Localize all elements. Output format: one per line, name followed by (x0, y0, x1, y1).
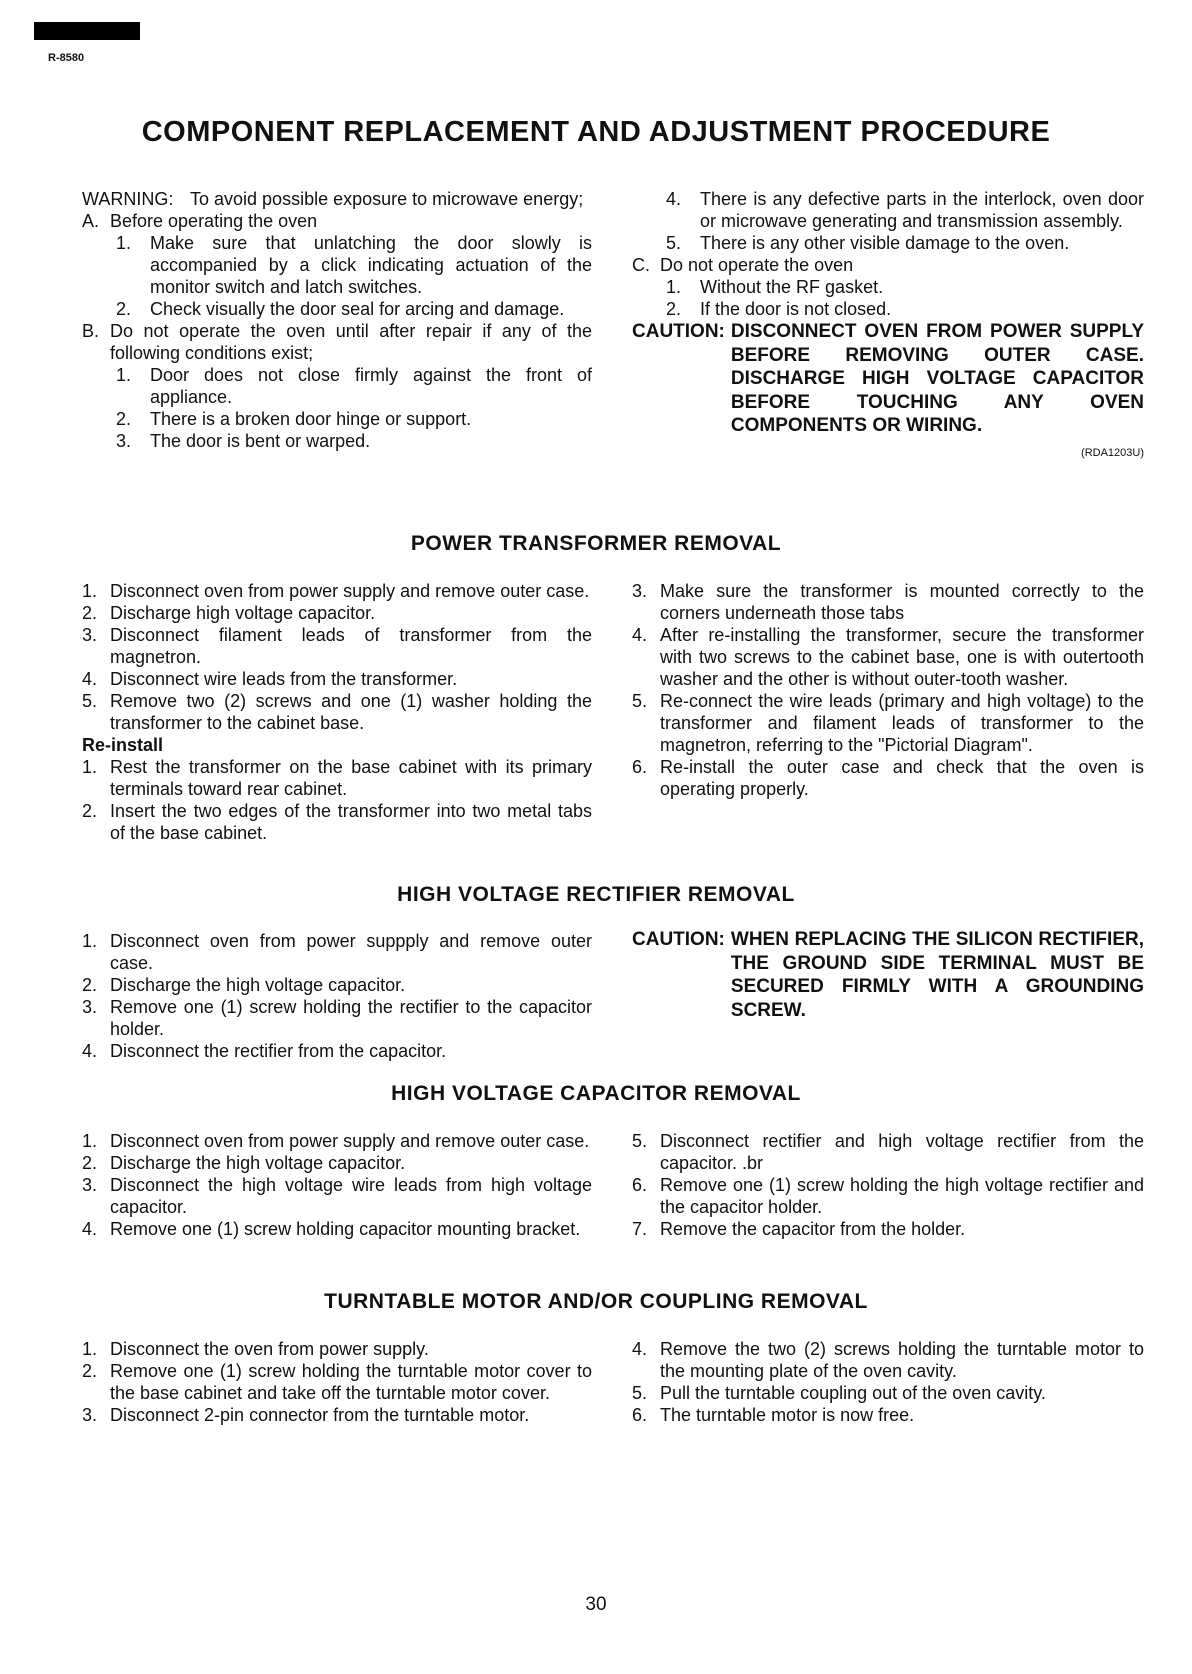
item-number: 4. (632, 1339, 648, 1359)
item-text: Make sure that unlatching the door slowly is accompanied by a click indicating actuation of the monitor switch and latch switches. (150, 233, 592, 297)
list-item (82, 364, 592, 408)
item-number: 2. (82, 801, 98, 821)
item-number: 4. (82, 1219, 98, 1239)
item-text: Re-install the outer case and check that the oven is operating properly. (660, 757, 1144, 799)
list-item (632, 232, 1144, 254)
item-text: Remove one (1) screw holding capacitor mounting bracket. (110, 1219, 581, 1239)
item-text: The turntable motor is now free. (660, 1405, 915, 1425)
item-text: Before operating the oven (110, 211, 318, 231)
list-item (82, 974, 592, 996)
hv-capacitor-right (632, 1130, 1144, 1240)
list-item (632, 756, 1144, 800)
list-item (82, 1130, 592, 1152)
caution-block (632, 320, 1144, 438)
item-number: 3. (82, 625, 98, 645)
item-text: Disconnect the oven from power supply. (110, 1339, 429, 1359)
item-text: Disconnect oven from power suppply and remove outer case. (110, 931, 592, 973)
list-item (632, 580, 1144, 624)
item-number: B. (82, 321, 100, 341)
list-item (632, 254, 1144, 276)
warning-left (82, 188, 592, 452)
list-item (632, 188, 1144, 232)
list-item (82, 668, 592, 690)
header-black-bar (34, 22, 140, 40)
item-number: 3. (82, 997, 98, 1017)
item-text: Rest the transformer on the base cabinet with its primary terminals toward rear cabinet. (110, 757, 592, 799)
item-number: 1. (116, 233, 132, 253)
removal-steps (82, 580, 592, 734)
list-item (632, 1338, 1144, 1382)
reference-code: (RDA1203U) (1081, 446, 1144, 459)
list-item (82, 408, 592, 430)
item-text: Without the RF gasket. (700, 277, 884, 297)
list-item (82, 756, 592, 800)
item-text: Disconnect rectifier and high voltage rectifier from the capacitor. .br (660, 1131, 1144, 1173)
item-number: WARNING: (82, 189, 174, 209)
list-item (632, 1382, 1144, 1404)
item-text: Remove one (1) screw holding the turntable motor cover to the base cabinet and take off the turntable motor cover. (110, 1361, 592, 1403)
item-number: 2. (666, 299, 682, 319)
item-number: 1. (82, 931, 98, 951)
item-text: Disconnect oven from power supply and remove outer case. (110, 581, 590, 601)
list-item (82, 320, 592, 364)
item-text: Remove one (1) screw holding the rectifier to the capacitor holder. (110, 997, 592, 1039)
item-text: Disconnect 2-pin connector from the turntable motor. (110, 1405, 530, 1425)
caution-text: WHEN REPLACING THE SILICON RECTIFIER, THE GROUND SIDE TERMINAL MUST BE SECURED FIRMLY WITH A GROUNDING SCREW. (730, 929, 1144, 1021)
list-item (632, 690, 1144, 756)
list-item (632, 1130, 1144, 1174)
item-number: 2. (116, 299, 132, 319)
item-number: 3. (116, 431, 132, 451)
item-text: To avoid possible exposure to microwave energy; (190, 189, 584, 209)
list-item (632, 1404, 1144, 1426)
section-heading-turntable: TURNTABLE MOTOR AND/OR COUPLING REMOVAL (324, 1290, 868, 1313)
item-number: 2. (82, 1153, 98, 1173)
list-item (82, 430, 592, 452)
item-number: 4. (666, 189, 682, 209)
item-text: Make sure the transformer is mounted correctly to the corners underneath those tabs (660, 581, 1144, 623)
hv-rectifier-caution (632, 928, 1144, 1022)
item-number: 2. (82, 603, 98, 623)
list-item (82, 800, 592, 844)
power-transformer-right (632, 580, 1144, 800)
item-text: Remove two (2) screws and one (1) washer holding the transformer to the cabinet base. (110, 691, 592, 733)
item-number: 4. (632, 625, 648, 645)
list-item (632, 276, 1144, 298)
item-text: Do not operate the oven until after repair if any of the following conditions exist; (110, 321, 592, 363)
list-item (632, 1174, 1144, 1218)
item-text: Disconnect the rectifier from the capacitor. (110, 1041, 447, 1061)
item-text: Remove the two (2) screws holding the turntable motor to the mounting plate of the oven cavity. (660, 1339, 1144, 1381)
item-number: 4. (82, 1041, 98, 1061)
model-number: R-8580 (48, 52, 85, 64)
hv-capacitor-left (82, 1130, 592, 1240)
section-heading-power-transformer: POWER TRANSFORMER REMOVAL (410, 532, 782, 555)
list-item (82, 1218, 592, 1240)
item-number: 1. (116, 365, 132, 385)
list-item (82, 1338, 592, 1360)
item-text: There is any other visible damage to the oven. (700, 233, 1070, 253)
item-number: 7. (632, 1219, 648, 1239)
list-item (82, 1040, 592, 1062)
section-heading-hv-rectifier: HIGH VOLTAGE RECTIFIER REMOVAL (397, 883, 795, 906)
list-item (82, 232, 592, 298)
item-number: 5. (632, 1383, 648, 1403)
power-transformer-left (82, 580, 592, 844)
section-heading-hv-capacitor: HIGH VOLTAGE CAPACITOR REMOVAL (391, 1082, 801, 1105)
item-text: Do not operate the oven (660, 255, 854, 275)
item-text: Disconnect the high voltage wire leads from high voltage capacitor. (110, 1175, 592, 1217)
item-text: Pull the turntable coupling out of the oven cavity. (660, 1383, 1046, 1403)
list-item (82, 580, 592, 602)
list-item (82, 930, 592, 974)
caution-label: CAUTION: (632, 929, 725, 950)
list-item (82, 624, 592, 668)
item-number: 1. (82, 1339, 98, 1359)
list-item (82, 1404, 592, 1426)
item-number: 2. (116, 409, 132, 429)
item-text: Re-connect the wire leads (primary and high voltage) to the transformer and filament leads of transformer to the magnetron, referring to the "Pictorial Diagram". (660, 691, 1144, 755)
item-text: Insert the two edges of the transformer into two metal tabs of the base cabinet. (110, 801, 592, 843)
item-number: A. (82, 211, 100, 231)
item-number: 1. (82, 1131, 98, 1151)
list-item (82, 188, 592, 210)
item-number: 3. (82, 1175, 98, 1195)
reinstall-steps (82, 756, 592, 844)
list-item (632, 624, 1144, 690)
item-text: Discharge the high voltage capacitor. (110, 1153, 406, 1173)
item-number: 3. (632, 581, 648, 601)
turntable-left (82, 1338, 592, 1426)
list-item (82, 1174, 592, 1218)
item-text: There is any defective parts in the interlock, oven door or microwave generating and transmission assembly. (700, 189, 1144, 231)
warning-right (632, 188, 1144, 464)
list-item (632, 298, 1144, 320)
warning-right-list (632, 188, 1144, 320)
item-text: Discharge high voltage capacitor. (110, 603, 376, 623)
item-number: 1. (666, 277, 682, 297)
item-text: Remove one (1) screw holding the high voltage rectifier and the capacitor holder. (660, 1175, 1144, 1217)
item-text: Disconnect oven from power supply and remove outer case. (110, 1131, 590, 1151)
reinstall-label: Re-install (82, 735, 164, 755)
item-text: The door is bent or warped. (150, 431, 371, 451)
turntable-right (632, 1338, 1144, 1426)
item-number: 5. (632, 691, 648, 711)
list-item (82, 690, 592, 734)
item-number: 1. (82, 581, 98, 601)
item-text: After re-installing the transformer, secure the transformer with two screws to the cabinet base, one is with outertooth washer and the other is without outer-tooth washer. (660, 625, 1144, 689)
item-number: 1. (82, 757, 98, 777)
list-item (632, 1218, 1144, 1240)
item-text: Discharge the high voltage capacitor. (110, 975, 406, 995)
item-number: 6. (632, 1405, 648, 1425)
caution-text: DISCONNECT OVEN FROM POWER SUPPLY BEFORE REMOVING OUTER CASE. DISCHARGE HIGH VOLTAGE CAPACITOR BEFORE TOUCHING ANY OVEN COMPONENTS OR WIRING. (730, 321, 1144, 436)
item-number: C. (632, 255, 650, 275)
item-text: If the door is not closed. (700, 299, 892, 319)
list-item (82, 1360, 592, 1404)
item-text: Disconnect filament leads of transformer from the magnetron. (110, 625, 592, 667)
item-text: Check visually the door seal for arcing and damage. (150, 299, 565, 319)
item-text: Door does not close firmly against the front of appliance. (150, 365, 592, 407)
item-number: 5. (632, 1131, 648, 1151)
item-text: There is a broken door hinge or support. (150, 409, 472, 429)
hv-rectifier-left (82, 930, 592, 1062)
item-number: 3. (82, 1405, 98, 1425)
list-item (82, 996, 592, 1040)
page-title: COMPONENT REPLACEMENT AND ADJUSTMENT PROCEDURE (141, 116, 1051, 148)
item-number: 2. (82, 1361, 98, 1381)
item-number: 5. (82, 691, 98, 711)
item-text: Disconnect wire leads from the transformer. (110, 669, 458, 689)
item-number: 6. (632, 1175, 648, 1195)
list-item (82, 210, 592, 232)
item-text: Remove the capacitor from the holder. (660, 1219, 966, 1239)
item-number: 5. (666, 233, 682, 253)
item-number: 6. (632, 757, 648, 777)
caution-label: CAUTION: (632, 321, 725, 342)
page-number: 30 (585, 1594, 607, 1615)
item-number: 2. (82, 975, 98, 995)
item-number: 4. (82, 669, 98, 689)
list-item (82, 1152, 592, 1174)
caution-block (632, 928, 1144, 1022)
list-item (82, 602, 592, 624)
list-item (82, 298, 592, 320)
